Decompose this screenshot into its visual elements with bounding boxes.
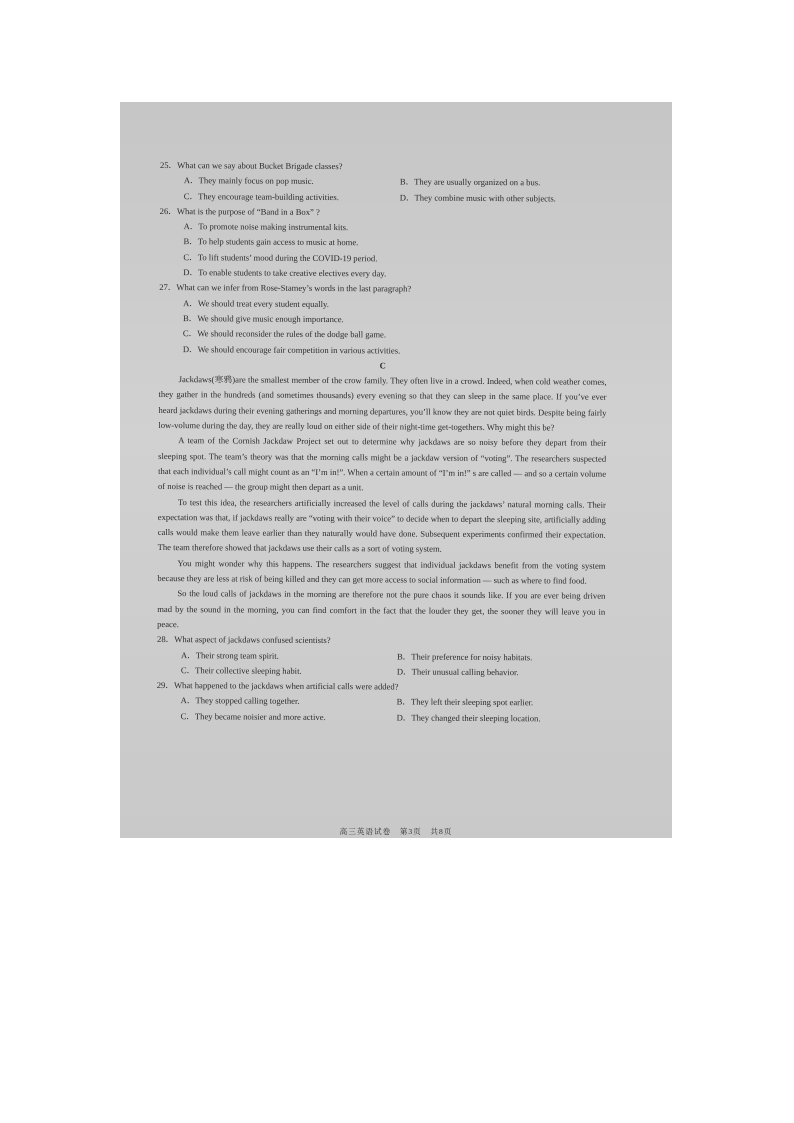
passage-paragraph-4: You might wonder why this happens. The researchers suggest that individual jackdaws benefit from the voting system because they are less at risk of being killed and they can get more access to social information — such as where to find food.	[157, 557, 606, 586]
option-27-b: B．We should give music enough importance.	[182, 313, 344, 325]
question-25-stem: 25．What can we say about Bucket Brigade classes?	[159, 159, 343, 172]
passage-paragraph-5: So the loud calls of jackdaws in the morning are therefore not the pure chaos it sounds like. If you are ever being driven mad by the sound in the morning, you can find comfort in the fact that the louder they get, the sooner they will leave you in peace.	[157, 588, 606, 630]
option-26-b: B．To help students gain access to music at home.	[183, 236, 359, 248]
passage-paragraph-2: A team of the Cornish Jackdaw Project set out to determine why jackdaws are so noisy before they depart from their sleeping spot. The team’s theory was that the morning calls might be a jackdaw version of “voting”. The researchers suspected that each individual’s call might count as an “I’m in!”. When a certain amount of “I’m in!” s are called — and so a certain volume of noise is reached — the group might then depart as a unit.	[157, 435, 607, 493]
option-28-a: A．Their strong team spirit.	[180, 649, 279, 661]
option-25-b: B．They are usually organized on a bus.	[399, 176, 541, 188]
page-footer: 高三英语试卷 第3页 共8页	[339, 827, 453, 836]
section-heading: C	[379, 360, 386, 371]
option-28-c: C．Their collective sleeping habit.	[180, 664, 302, 676]
option-27-c: C．We should reconsider the rules of the dodge ball game.	[182, 328, 387, 340]
option-29-c: C．They became noisier and more active.	[180, 710, 326, 722]
option-26-d: D．To enable students to take creative electives every day.	[183, 267, 387, 279]
scanned-page-photo	[120, 102, 672, 838]
question-28-stem: 28．What aspect of jackdaws confused scientists?	[157, 634, 331, 646]
option-26-c: C．To lift students’ mood during the COVID-19 period.	[183, 251, 378, 264]
question-29-stem: 29．What happened to the jackdaws when artificial calls were added?	[156, 680, 399, 692]
passage-paragraph-1: Jackdaws(寒鸦)are the smallest member of the crow family. They often live in a crowd. Indeed, when cold weather comes, they gather in the hundreds (and sometimes thousands) every evening so that they can sleep in the same place. If you’ve ever heard jackdaws during their evening gatherings and morning departures, you’ll know they are not quiet birds. Despite being fairly low-volume during the day, they are really loud on either side of their night-time get-togethers. Why might this be?	[158, 374, 607, 433]
option-28-d: D．Their unusual calling behavior.	[396, 666, 519, 677]
exam-sheet	[157, 158, 608, 727]
option-27-d: D．We should encourage fair competition in various activities.	[182, 343, 401, 356]
option-25-c: C．They encourage team-building activities.	[183, 190, 339, 202]
option-27-a: A．We should treat every student equally.	[183, 297, 329, 309]
passage-paragraph-3: To test this idea, the researchers artificially increased the level of calls during the jackdaws’ natural morning calls. Their expectation was that, if jackdaws really are “voting with their voice” to decide when to depart the sleeping site, artificially adding calls would make them leave earlier than they naturally would have done. Subsequent experiments confirmed their expectation. The team therefore showed that jackdaws use their calls as a sort of voting system.	[157, 496, 606, 555]
question-27-stem: 27．What can we infer from Rose-Stamey’s words in the last paragraph?	[159, 282, 412, 294]
option-25-d: D．They combine music with other subjects.	[399, 192, 556, 204]
question-29-options-row-2	[157, 709, 605, 727]
option-25-a: A．They mainly focus on pop music.	[183, 175, 314, 187]
option-28-b: B．Their preference for noisy habitats.	[396, 650, 533, 662]
option-26-a: A．To promote noise making instrumental kits.	[183, 221, 349, 233]
option-29-d: D．They changed their sleeping location.	[396, 712, 541, 724]
option-29-b: B．They left their sleeping spot earlier.	[396, 696, 534, 708]
option-29-a: A．They stopped calling together.	[180, 695, 300, 707]
question-26-stem: 26．What is the purpose of “Band in a Box” ?	[159, 205, 320, 217]
